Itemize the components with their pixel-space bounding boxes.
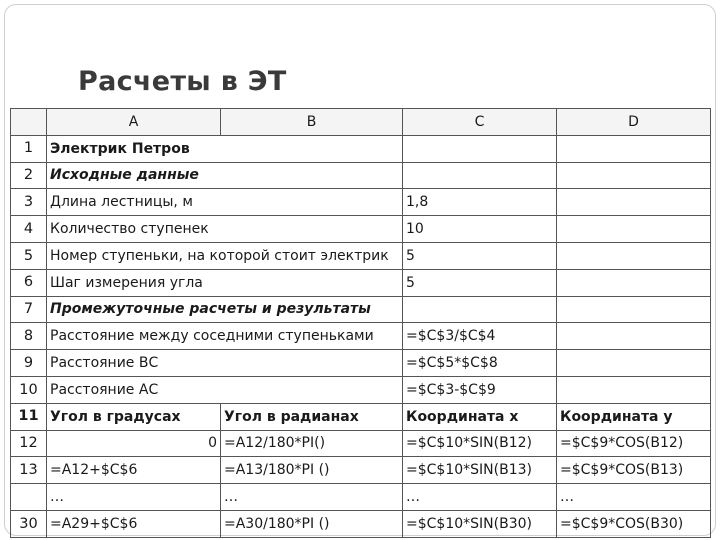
slide-title: Расчеты в ЭТ — [78, 66, 287, 97]
cell-ellipsis-d[interactable]: … — [557, 484, 711, 511]
row-number[interactable]: 3 — [11, 189, 47, 216]
cell-d7[interactable] — [557, 296, 711, 323]
table-row — [11, 269, 711, 296]
cell-c4[interactable]: 10 — [403, 216, 557, 243]
cell-c30[interactable]: =$C$10*SIN(B30) — [403, 510, 557, 537]
table-row — [11, 242, 711, 269]
cell-d6[interactable] — [557, 269, 711, 296]
cell-d11[interactable]: Координата y — [557, 403, 711, 430]
cell-a8[interactable]: Расстояние между соседними ступеньками — [47, 323, 403, 350]
row-number[interactable]: 11 — [11, 403, 47, 430]
cell-d13[interactable]: =$C$9*COS(B13) — [557, 457, 711, 484]
table-row — [11, 510, 711, 537]
table-row — [11, 323, 711, 350]
cell-c9[interactable]: =$C$5*$C$8 — [403, 350, 557, 377]
cell-a11[interactable]: Угол в градусах — [47, 403, 221, 430]
cell-a7[interactable]: Промежуточные расчеты и результаты — [47, 296, 403, 323]
row-number[interactable]: 9 — [11, 350, 47, 377]
cell-d12[interactable]: =$C$9*COS(B12) — [557, 430, 711, 457]
cell-c2[interactable] — [403, 162, 557, 189]
cell-d5[interactable] — [557, 242, 711, 269]
table-row — [11, 189, 711, 216]
row-number[interactable]: 8 — [11, 323, 47, 350]
cell-c1[interactable] — [403, 135, 557, 162]
row-number[interactable]: 4 — [11, 216, 47, 243]
row-number[interactable]: 6 — [11, 269, 47, 296]
cell-d4[interactable] — [557, 216, 711, 243]
cell-b13[interactable]: =A13/180*PI () — [221, 457, 403, 484]
table-row — [11, 457, 711, 484]
cell-a10[interactable]: Расстояние АС — [47, 376, 403, 403]
cell-c13[interactable]: =$C$10*SIN(B13) — [403, 457, 557, 484]
cell-c11[interactable]: Координата x — [403, 403, 557, 430]
cell-a6[interactable]: Шаг измерения угла — [47, 269, 403, 296]
cell-d8[interactable] — [557, 323, 711, 350]
cell-a9[interactable]: Расстояние ВС — [47, 350, 403, 377]
cell-a1[interactable]: Электрик Петров — [47, 135, 403, 162]
spreadsheet-table — [10, 108, 711, 538]
cell-d30[interactable]: =$C$9*COS(B30) — [557, 510, 711, 537]
row-number[interactable] — [11, 484, 47, 511]
cell-b30[interactable]: =A30/180*PI () — [221, 510, 403, 537]
column-header-d[interactable]: D — [557, 109, 711, 136]
cell-a3[interactable]: Длина лестницы, м — [47, 189, 403, 216]
cell-b12[interactable]: =A12/180*PI() — [221, 430, 403, 457]
cell-d2[interactable] — [557, 162, 711, 189]
row-number[interactable]: 1 — [11, 135, 47, 162]
row-number[interactable]: 12 — [11, 430, 47, 457]
cell-a13[interactable]: =A12+$C$6 — [47, 457, 221, 484]
cell-d10[interactable] — [557, 376, 711, 403]
cell-c5[interactable]: 5 — [403, 242, 557, 269]
corner-cell[interactable] — [11, 109, 47, 136]
cell-b11[interactable]: Угол в радианах — [221, 403, 403, 430]
row-number[interactable]: 13 — [11, 457, 47, 484]
row-number[interactable]: 2 — [11, 162, 47, 189]
table-row — [11, 430, 711, 457]
table-row — [11, 484, 711, 511]
cell-ellipsis-b[interactable]: … — [221, 484, 403, 511]
row-number[interactable]: 7 — [11, 296, 47, 323]
column-header-row — [11, 109, 711, 136]
cell-a2[interactable]: Исходные данные — [47, 162, 403, 189]
cell-a5[interactable]: Номер ступеньки, на которой стоит электрик — [47, 242, 403, 269]
table-row — [11, 216, 711, 243]
cell-a30[interactable]: =A29+$C$6 — [47, 510, 221, 537]
table-row — [11, 296, 711, 323]
row-number[interactable]: 5 — [11, 242, 47, 269]
table-row — [11, 376, 711, 403]
cell-c12[interactable]: =$C$10*SIN(B12) — [403, 430, 557, 457]
cell-a12[interactable]: 0 — [47, 430, 221, 457]
table-row — [11, 350, 711, 377]
table-row — [11, 403, 711, 430]
row-number[interactable]: 30 — [11, 510, 47, 537]
cell-d9[interactable] — [557, 350, 711, 377]
table-row — [11, 135, 711, 162]
cell-c6[interactable]: 5 — [403, 269, 557, 296]
table-row — [11, 162, 711, 189]
cell-c8[interactable]: =$C$3/$C$4 — [403, 323, 557, 350]
cell-a4[interactable]: Количество ступенек — [47, 216, 403, 243]
column-header-c[interactable]: C — [403, 109, 557, 136]
cell-c3[interactable]: 1,8 — [403, 189, 557, 216]
cell-c10[interactable]: =$C$3-$C$9 — [403, 376, 557, 403]
cell-d3[interactable] — [557, 189, 711, 216]
cell-d1[interactable] — [557, 135, 711, 162]
column-header-b[interactable]: B — [221, 109, 403, 136]
column-header-a[interactable]: A — [47, 109, 221, 136]
cell-ellipsis-c[interactable]: … — [403, 484, 557, 511]
row-number[interactable]: 10 — [11, 376, 47, 403]
cell-c7[interactable] — [403, 296, 557, 323]
cell-ellipsis-a[interactable]: … — [47, 484, 221, 511]
